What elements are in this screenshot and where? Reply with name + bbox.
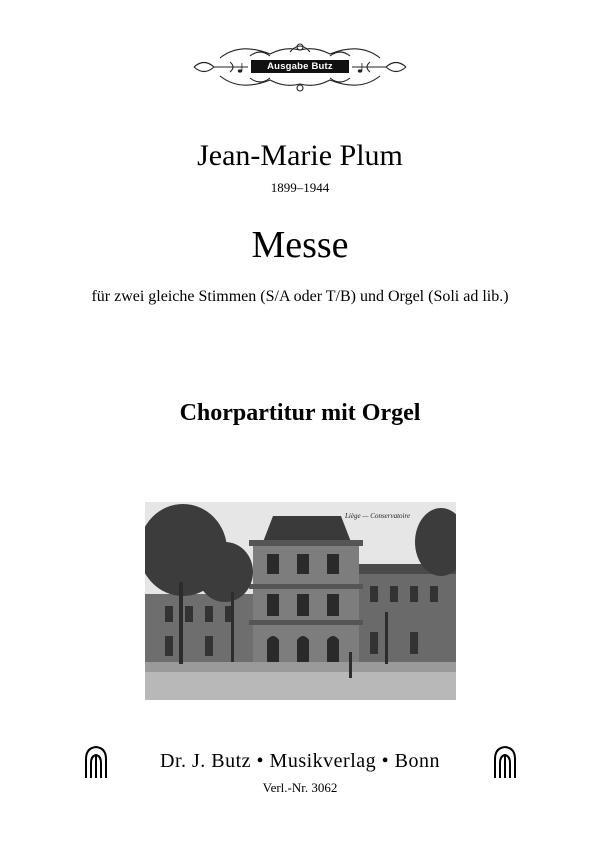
ausgabe-butz-banner [190,38,410,96]
banner-label: Ausgabe Butz [251,60,349,73]
conservatoire-photo [145,502,456,700]
building-photo-icon [145,502,456,700]
gothic-arch-logo-icon [492,745,518,779]
publisher-name: Dr. J. Butz • Musikverlag • Bonn [160,750,440,772]
publisher-line [0,745,600,775]
work-title: Messe [251,224,349,266]
composer-name: Jean-Marie Plum [197,139,403,172]
composer-dates: 1899–1944 [270,180,330,195]
work-scoring: für zwei gleiche Stimmen (S/A oder T/B) und Orgel (Soli ad lib.) [91,288,509,305]
photo-caption: Liège — Conservatoire [345,512,411,520]
edition-type: Chorpartitur mit Orgel [179,400,421,426]
catalog-number: Verl.-Nr. 3062 [262,780,338,795]
